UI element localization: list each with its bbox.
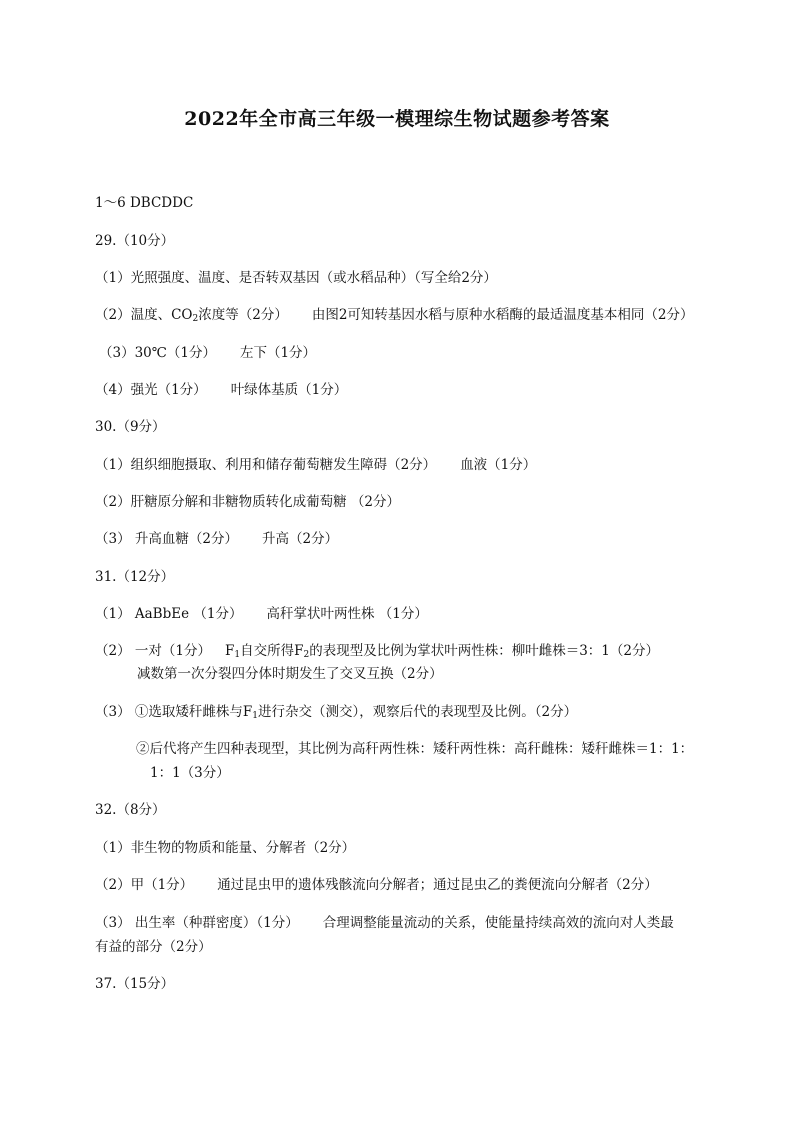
q32-answer-3a: （3） 出生率（种群密度）（1分）: [95, 915, 299, 931]
q29-answer-2b: 浓度等（2分）: [198, 307, 288, 323]
q29-heading: 29.（10分）: [95, 233, 175, 249]
q31-answer-2b3: 的表现型及比例为掌状叶两性株：柳叶雌株＝3：1（2分）: [309, 643, 659, 659]
f2-subscript: 2: [303, 650, 310, 660]
choice-answers: 1～6 DBCDDC: [95, 195, 194, 211]
q29-answer-2: [95, 305, 694, 325]
q30-answer-2: （2）肝糖原分解和非糖物质转化成葡萄糖 （2分）: [95, 494, 400, 510]
q31-answer-3a: [95, 702, 577, 722]
q31-answer-3a2: 进行杂交（测交），观察后代的表现型及比例。（2分）: [257, 704, 578, 720]
q32-answer-2: [95, 875, 658, 895]
q31-answer-1: [95, 604, 428, 624]
q29-answer-4: [95, 380, 347, 400]
q31-answer-3a1: （3） ①选取矮秆雌株与F: [95, 704, 253, 720]
q32-heading: 32.（8分）: [95, 802, 166, 818]
q29-answer-4b: 叶绿体基质（1分）: [230, 382, 348, 398]
q30-answer-1: [95, 455, 536, 475]
q31-answer-2c: 减数第一次分裂四分体时期发生了交叉互换（2分）: [137, 666, 443, 682]
q32-answer-2b: 通过昆虫甲的遗体残骸流向分解者；通过昆虫乙的粪便流向分解者（2分）: [217, 877, 658, 893]
q32-answer-1: （1）非生物的物质和能量、分解者（2分）: [95, 840, 356, 856]
q29-answer-2c: 由图2可知转基因水稻与原种水稻酶的最适温度基本相同（2分）: [311, 307, 694, 323]
q29-answer-3a: （3）30℃（1分）: [99, 345, 216, 361]
q31-answer-2b2: 自交所得F: [240, 643, 304, 659]
q29-answer-1: （1）光照强度、温度、是否转双基因（或水稻品种）（写全给2分）: [95, 270, 497, 286]
q31-answer-1b: 高秆掌状叶两性株 （1分）: [266, 606, 428, 622]
q31-answer-2a: （2） 一对（1分）: [95, 643, 211, 659]
q30-answer-1a: （1）组织细胞摄取、利用和储存葡萄糖发生障碍（2分）: [95, 457, 437, 473]
q30-answer-1b: 血液（1分）: [460, 457, 537, 473]
q30-heading: 30.（9分）: [95, 419, 166, 435]
q29-answer-4a: （4）强光（1分）: [95, 382, 207, 398]
q31-answer-3c: 1：1（3分）: [150, 765, 230, 781]
q30-answer-3a: （3） 升高血糖（2分）: [95, 531, 238, 547]
q32-answer-3b: 合理调整能量流动的关系，使能量持续高效的流向对人类最: [322, 915, 674, 931]
page-title: 2022年全市高三年级一模理综生物试题参考答案: [184, 108, 610, 130]
q32-answer-3: [95, 913, 674, 933]
q31-answer-2: [95, 641, 659, 661]
q29-answer-3: [99, 343, 316, 363]
co2-subscript: 2: [192, 314, 199, 324]
q31-answer-3b: ②后代将产生四种表现型，其比例为高秆两性株：矮秆两性株：高秆雌株：矮秆雌株＝1：1：: [136, 741, 694, 757]
q29-answer-2a: （2）温度、CO: [95, 307, 193, 323]
q32-answer-2a: （2）甲（1分）: [95, 877, 194, 893]
q32-answer-3c: 有益的部分（2分）: [95, 939, 212, 955]
f1-subscript: 1: [234, 650, 241, 660]
q31-answer-1a: （1） AaBbEe （1分）: [95, 606, 243, 622]
q31-heading: 31.（12分）: [95, 569, 175, 585]
f1-subscript-2: 1: [252, 711, 258, 721]
q30-answer-3: [95, 529, 338, 549]
q29-answer-3b: 左下（1分）: [239, 345, 317, 361]
q31-answer-2b1: F: [224, 643, 235, 659]
q30-answer-3b: 升高（2分）: [261, 531, 339, 547]
q37-heading: 37.（15分）: [95, 976, 175, 992]
